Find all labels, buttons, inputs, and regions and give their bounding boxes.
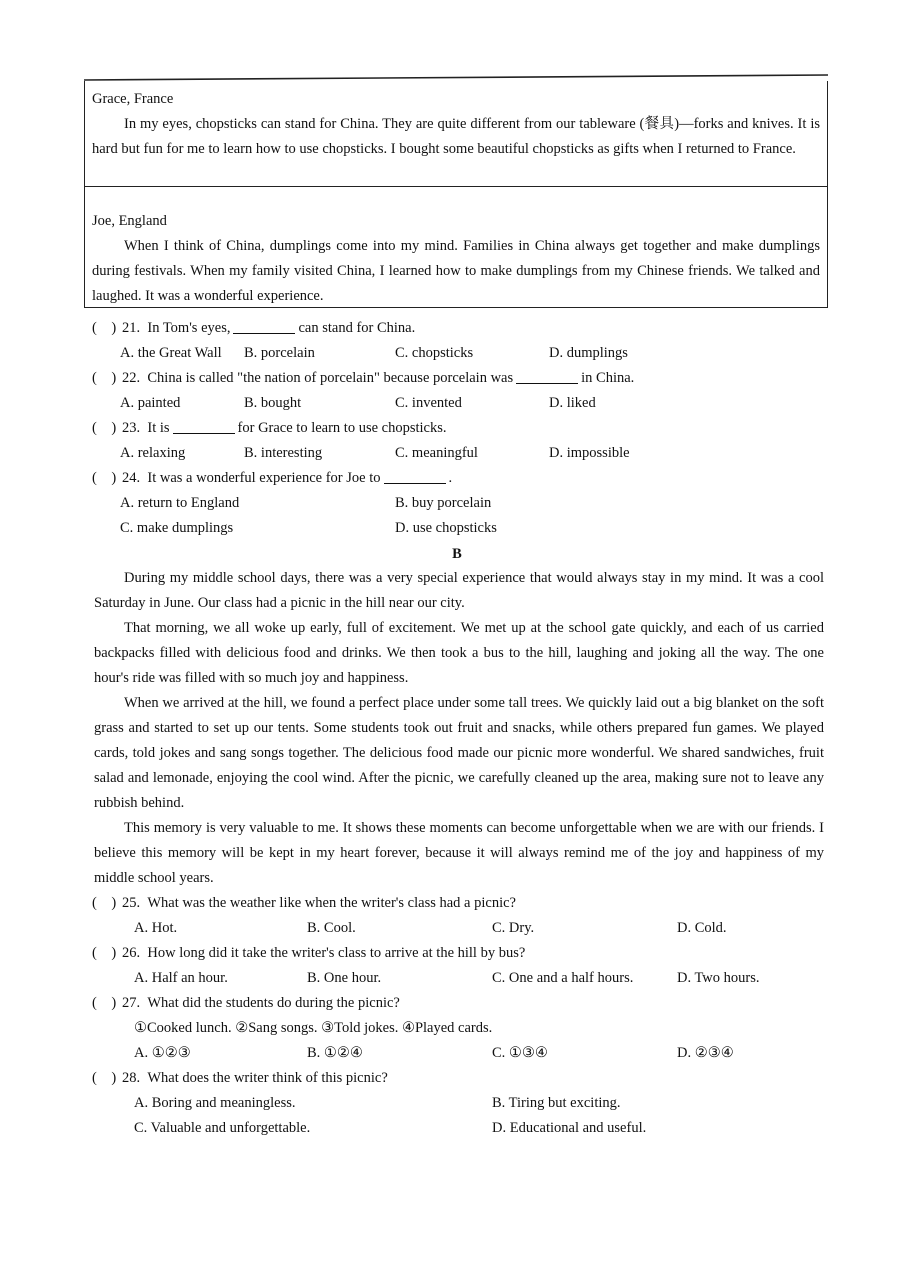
passage-b [94, 566, 824, 891]
questions-b [92, 891, 832, 1141]
answer-blank [173, 418, 235, 434]
option: B. interesting [244, 445, 323, 461]
joe-writer: Joe, England [92, 213, 167, 229]
option: B. Tiring but exciting. [492, 1095, 621, 1111]
option: B. porcelain [244, 345, 315, 361]
option: A. painted [120, 395, 181, 411]
option: D. Educational and useful. [492, 1120, 647, 1136]
option: C. Valuable and unforgettable. [134, 1120, 311, 1136]
option: D. dumplings [549, 345, 628, 361]
options-28-row1 [92, 1091, 832, 1116]
testimonial-box [84, 81, 828, 308]
question-number: 22. [122, 370, 141, 386]
option: C. make dumplings [120, 520, 234, 536]
option: D. impossible [549, 445, 630, 461]
question-text: How long did it take the writer's class to arrive at the hill by bus? [147, 945, 526, 961]
option: A. Hot. [134, 920, 178, 936]
option: A. the Great Wall [120, 345, 222, 361]
option: B. ①②④ [307, 1045, 363, 1061]
option: A. Half an hour. [134, 970, 228, 986]
answer-paren[interactable]: ( ) [92, 995, 117, 1011]
question-text: . [448, 470, 453, 486]
joe-text: When I think of China, dumplings come into my mind. Families in China always get together and make dumplings during festivals. When my family visited China, I learned how to make dumplings from my Chinese friends. We talked and laughed. It was a wonderful experience. [92, 238, 820, 304]
answer-paren[interactable]: ( ) [92, 420, 117, 436]
options-27 [92, 1041, 832, 1066]
question-number: 21. [122, 320, 141, 336]
option: C. Dry. [492, 920, 535, 936]
option: A. Boring and meaningless. [134, 1095, 296, 1111]
question-number: 26. [122, 945, 141, 961]
options-24-row1 [92, 491, 832, 516]
joe-section [85, 186, 827, 307]
section-b-title: B [452, 546, 462, 562]
question-text: can stand for China. [298, 320, 416, 336]
question-text: What does the writer think of this picnic? [147, 1070, 388, 1086]
option: D. Two hours. [677, 970, 760, 986]
question-number: 23. [122, 420, 141, 436]
question-text: for Grace to learn to use chopsticks. [237, 420, 447, 436]
option: A. ①②③ [134, 1045, 191, 1061]
options-26 [92, 966, 832, 991]
option: B. bought [244, 395, 302, 411]
option: B. One hour. [307, 970, 382, 986]
passage-paragraph: That morning, we all woke up early, full of excitement. We met up at the school gate quickly, and each of us carried backpacks filled with delicious food and drinks. We then took a bus to the hill, laughing and joking all the way. The one hour's ride was filled with so much joy and happiness. [94, 620, 824, 686]
question-text: China is called "the nation of porcelain" because porcelain was [147, 370, 514, 386]
question-text: What was the weather like when the writer's class had a picnic? [147, 895, 516, 911]
question-number: 25. [122, 895, 141, 911]
answer-paren[interactable]: ( ) [92, 320, 117, 336]
options-24-row2 [92, 516, 832, 541]
options-25 [92, 916, 832, 941]
passage-paragraph: This memory is very valuable to me. It shows these moments can become unforgettable when we are with our friends. I believe this memory will be kept in my heart forever, because it will always remind me of the joy and happiness of my middle school years. [94, 820, 824, 886]
answer-paren[interactable]: ( ) [92, 895, 117, 911]
question-number: 28. [122, 1070, 141, 1086]
answer-paren[interactable]: ( ) [92, 370, 117, 386]
question-text: What did the students do during the picnic? [147, 995, 400, 1011]
option: D. liked [549, 395, 596, 411]
option: C. chopsticks [395, 345, 474, 361]
question-26 [92, 941, 832, 966]
option: C. meaningful [395, 445, 478, 461]
option: D. ②③④ [677, 1045, 734, 1061]
grace-text: In my eyes, chopsticks can stand for China. They are quite different from our tableware (餐具)—forks and knives. It is hard but fun for me to learn how to use chopsticks. I bought some beautiful chopsticks as gifts when I returned to France. [92, 116, 820, 157]
question-text: It is [147, 420, 170, 436]
option: C. One and a half hours. [492, 970, 634, 986]
questions-a [92, 316, 832, 541]
answer-paren[interactable]: ( ) [92, 1070, 117, 1086]
answer-blank [233, 318, 295, 334]
option: A. relaxing [120, 445, 186, 461]
answer-paren[interactable]: ( ) [92, 945, 117, 961]
passage-paragraph: During my middle school days, there was a very special experience that would always stay in my mind. It was a cool Saturday in June. Our class had a picnic in the hill near our city. [94, 570, 824, 611]
option: D. Cold. [677, 920, 727, 936]
option: B. buy porcelain [395, 495, 492, 511]
sub-items: ①Cooked lunch. ②Sang songs. ③Told jokes. ④Played cards. [134, 1020, 493, 1036]
answer-blank [384, 468, 446, 484]
option: C. ①③④ [492, 1045, 548, 1061]
question-24 [92, 466, 832, 491]
option: B. Cool. [307, 920, 356, 936]
options-23 [92, 441, 832, 466]
grace-section [85, 81, 827, 186]
question-27 [92, 991, 832, 1016]
option: A. return to England [120, 495, 240, 511]
options-22 [92, 391, 832, 416]
question-number: 27. [122, 995, 141, 1011]
question-27-sub [92, 1016, 832, 1041]
options-28-row2 [92, 1116, 832, 1141]
question-text: In Tom's eyes, [147, 320, 231, 336]
answer-paren[interactable]: ( ) [92, 470, 117, 486]
question-25 [92, 891, 832, 916]
question-23 [92, 416, 832, 441]
question-text: It was a wonderful experience for Joe to [147, 470, 381, 486]
options-21 [92, 341, 832, 366]
grace-writer: Grace, France [92, 91, 174, 107]
option: D. use chopsticks [395, 520, 497, 536]
question-number: 24. [122, 470, 141, 486]
option: C. invented [395, 395, 462, 411]
passage-paragraph: When we arrived at the hill, we found a perfect place under some tall trees. We quickly laid out a big blanket on the soft grass and started to set up our tents. Some students took out fruit and snacks, while others prepared fun games. We played cards, told jokes and sang songs together. The delicious food made our picnic more wonderful. We shared sandwiches, fruit salad and lemonade, enjoying the cool wind. After the picnic, we carefully cleaned up the area, making sure not to leave any rubbish behind. [94, 695, 824, 811]
answer-blank [516, 368, 578, 384]
question-21 [92, 316, 832, 341]
question-28 [92, 1066, 832, 1091]
question-text: in China. [581, 370, 635, 386]
question-22 [92, 366, 832, 391]
